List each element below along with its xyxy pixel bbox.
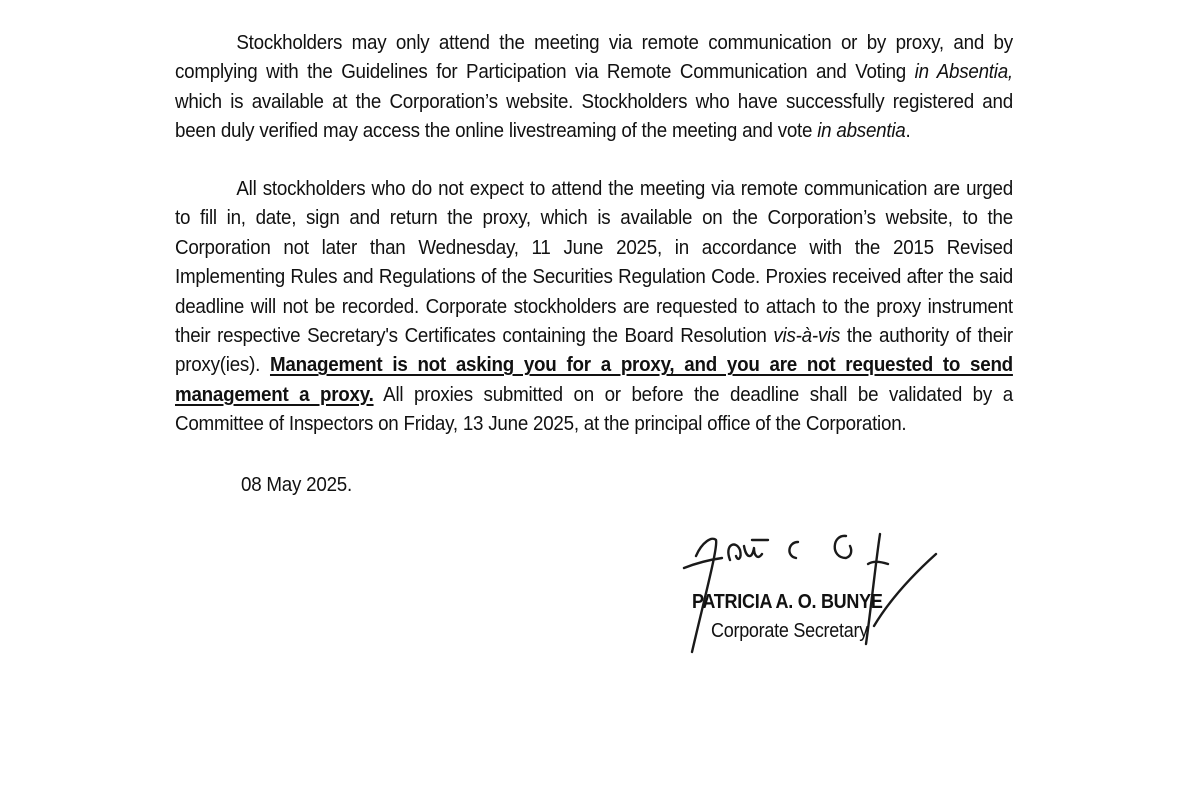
paragraph-text: .: [905, 120, 911, 143]
paragraph-remote-attendance: [175, 29, 1013, 147]
signatory-title: Corporate Secretary: [711, 620, 868, 642]
paragraph-text: All proxies submitted on or before the deadline shall be validated by a Committee of Inspectors on Friday, 13 June 2025, at the principal office of the Corporation.: [175, 383, 1013, 436]
paragraph-text: the authority of their proxy(ies).: [175, 325, 1013, 377]
paragraph-text: All stockholders who do not expect to attend the meeting via remote communication are urged to fill in, date, sign and return the proxy, which is available on the Corporation’s website, to the Corporation not later than Wednesday, 11 June 2025, in accordance with the 2015 Revised Implementing Rules and Regulations of the Securities Regulation Code. Proxies received after the said deadline will not be recorded. Corporate stockholders are requested to attach to the proxy instrument their respective Secretary's Certificates containing the Board Resolution: [175, 178, 1013, 348]
paragraph-text: Stockholders may only attend the meeting via remote communication or by proxy, and by complying with the Guidelines for Participation via Remote Communication and Voting: [175, 32, 1013, 84]
italic-term: vis-à-vis: [773, 325, 841, 348]
paragraph-text: which is available at the Corporation’s website. Stockholders who have successfully registered and been duly verified may access the online livestreaming of the meeting and vote: [175, 90, 1013, 143]
document-date: 08 May 2025.: [241, 474, 352, 496]
paragraph-proxy-instructions: [175, 175, 1013, 440]
italic-term: in Absentia,: [914, 61, 1013, 84]
management-notice: Management is not asking you for a proxy, and you are not requested to send management a proxy.: [175, 354, 1013, 406]
signatory-name: PATRICIA A. O. BUNYE: [692, 591, 883, 613]
italic-term: in absentia: [817, 120, 906, 143]
